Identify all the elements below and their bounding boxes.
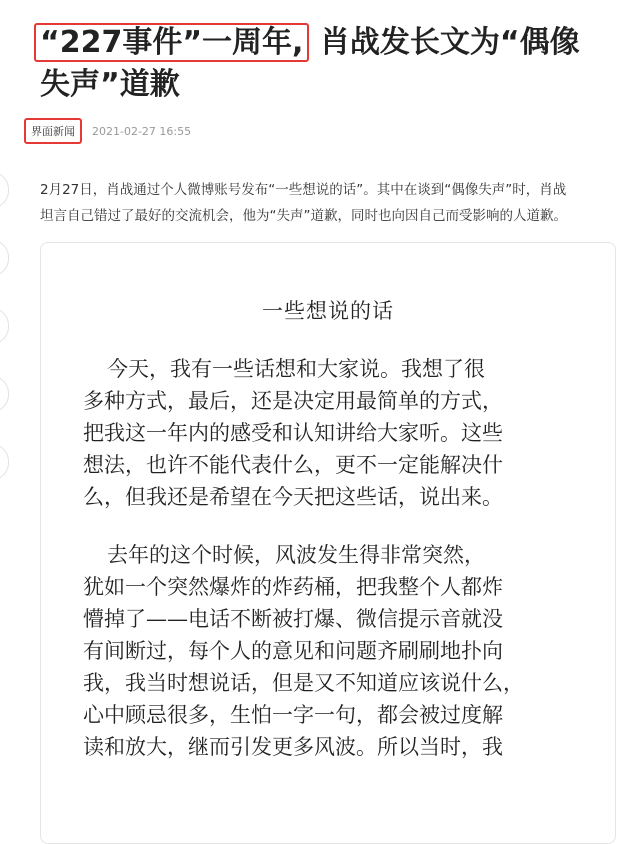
letter-line: 有间断过，每个人的意见和问题齐刷刷地扑向 [83, 639, 503, 663]
share-icon[interactable] [0, 308, 9, 344]
letter-line: 我，我当时想说话，但是又不知道应该说什么， [83, 671, 524, 695]
letter-line: 多种方式，最后，还是决定用最简单的方式， [83, 389, 503, 413]
article-intro [40, 177, 620, 229]
publish-datetime: 2021-02-27 16:55 [92, 124, 192, 138]
headline-rest-1: 肖战发长文为“偶像 [319, 25, 580, 60]
share-sidebar [0, 172, 8, 512]
headline-rest-2: 失声”道歉 [40, 67, 180, 102]
intro-line: 2月27日，肖战通过个人微博账号发布“一些想说的话”。其中在谈到“偶像失声”时，肖战 [40, 182, 567, 198]
letter-line: 犹如一个突然爆炸的炸药桶，把我整个人都炸 [83, 575, 503, 599]
letter-line: 懵掉了——电话不断被打爆、微信提示音就没 [83, 607, 503, 631]
source-link[interactable]: 界面新闻 [24, 118, 82, 144]
share-icon[interactable] [0, 376, 9, 412]
letter-line: 今天，我有一些话想和大家说。我想了很 [107, 357, 485, 381]
headline-highlight: “227事件”一周年, [34, 23, 309, 62]
share-icon[interactable] [0, 444, 9, 480]
letter-line: 想法，也许不能代表什么，更不一定能解决什 [83, 453, 503, 477]
article-headline [40, 22, 625, 106]
share-icon[interactable] [0, 172, 9, 208]
letter-paragraph-1 [83, 353, 607, 513]
letter-paragraph-2 [83, 539, 607, 763]
letter-image [40, 242, 616, 844]
letter-line: 么，但我还是希望在今天把这些话，说出来。 [83, 485, 503, 509]
letter-line: 把我这一年内的感受和认知讲给大家听。这些 [83, 421, 503, 445]
intro-line: 坦言自己错过了最好的交流机会，他为“失声”道歉，同时也向因自己而受影响的人道歉。 [40, 208, 567, 224]
letter-line: 读和放大，继而引发更多风波。所以当时，我 [83, 735, 503, 759]
article-meta [24, 118, 191, 144]
letter-line: 心中顾忌很多，生怕一字一句，都会被过度解 [83, 703, 503, 727]
letter-line: 去年的这个时候，风波发生得非常突然， [107, 543, 485, 567]
letter-title: 一些想说的话 [262, 299, 394, 323]
share-icon[interactable] [0, 240, 9, 276]
